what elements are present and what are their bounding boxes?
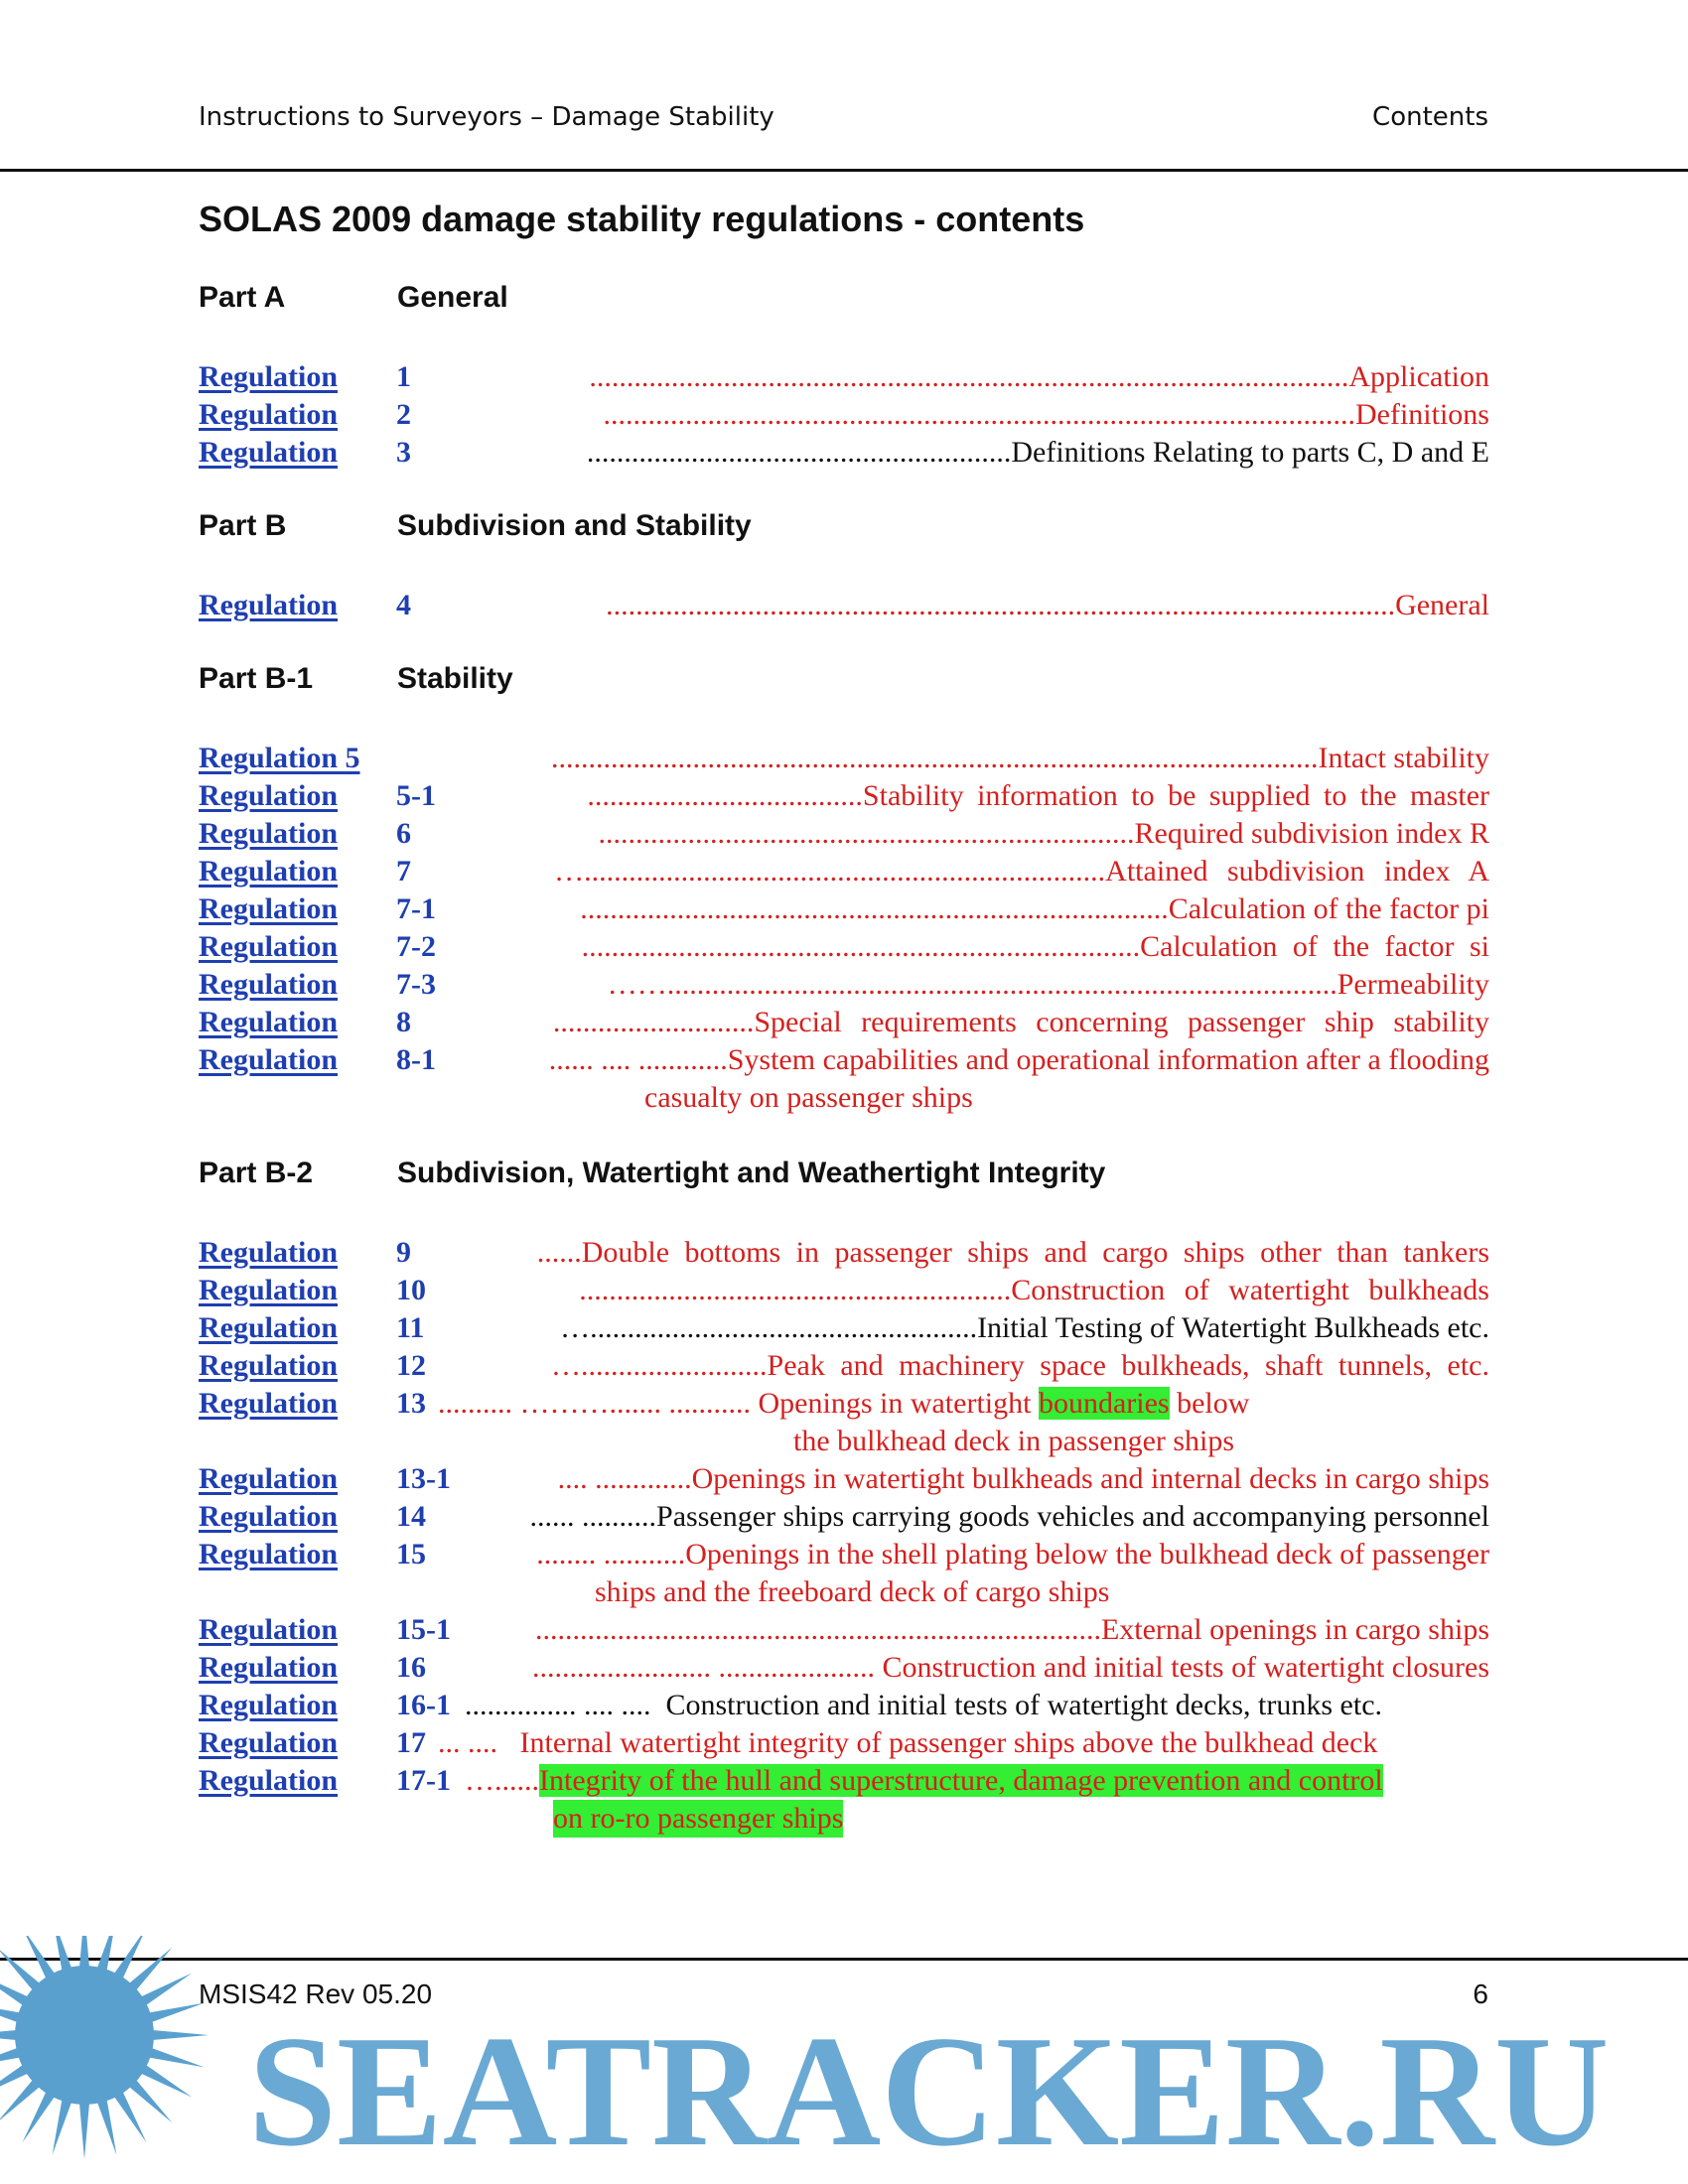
part-b-heading: [199, 509, 752, 543]
highlighted-word: boundaries: [1038, 1387, 1170, 1420]
footer-document-code: MSIS42 Rev 05.20: [199, 1979, 433, 2009]
sun-ray: [142, 2003, 205, 2025]
regulation-7-3-link[interactable]: Regulation 7-3: [199, 968, 436, 1001]
toc-row-regulation-15-1: [199, 1611, 1489, 1649]
toc-entry: .........................................................Definitions Relating to parts C, D and E: [586, 436, 1489, 469]
toc-row-regulation-17-1: [199, 1762, 1489, 1800]
toc-entry: .....................................................................................................Definitions: [603, 398, 1489, 431]
toc-row-regulation-15: [199, 1536, 1489, 1573]
toc-entry: ........................................................................Required subdivision index R: [598, 817, 1489, 850]
sun-ray: [95, 2093, 117, 2155]
running-header-section: Contents: [1372, 102, 1488, 132]
part-name: Subdivision and Stability: [397, 509, 752, 542]
toc-row-regulation-4: [199, 587, 1489, 624]
regulation-16-1-link[interactable]: Regulation 16-1: [199, 1689, 451, 1721]
sun-ray: [0, 2029, 23, 2040]
regulation-2-link[interactable]: Regulation 2: [199, 398, 411, 431]
toc-entry: ......Double bottoms in passenger ships and cargo ships other than tankers: [536, 1236, 1489, 1269]
regulation-13-link[interactable]: Regulation 13: [199, 1387, 426, 1420]
toc-row-regulation-3: [199, 434, 1489, 472]
regulation-17-1-link[interactable]: Regulation 17-1: [199, 1764, 451, 1797]
regulation-7-2-link[interactable]: Regulation 7-2: [199, 930, 436, 963]
toc-entry: ……..........................................................................................Permeability: [607, 968, 1489, 1001]
toc-entry-continuation: the bulkhead deck in passenger ships: [793, 1425, 1235, 1457]
toc-entry-continuation: ships and the freeboard deck of cargo ships: [595, 1575, 1110, 1608]
toc-row-regulation-2: [199, 396, 1489, 434]
toc-entry: ........ ...........Openings in the shell plating below the bulkhead deck of passenger: [536, 1538, 1489, 1570]
regulation-8-link[interactable]: Regulation 8: [199, 1006, 411, 1038]
toc-row-regulation-10: [199, 1272, 1489, 1309]
toc-row-regulation-6: [199, 815, 1489, 853]
sun-ray: [146, 2029, 209, 2040]
toc-entry: ........................ ..................... Construction and initial tests of watertight closures: [531, 1651, 1489, 1684]
regulation-5-1-link[interactable]: Regulation 5-1: [199, 779, 436, 812]
toc-entry: .....................................Stability information to be supplied to the master: [587, 779, 1489, 812]
regulation-4-link[interactable]: Regulation 4: [199, 589, 411, 621]
page-number: 6: [1473, 1979, 1488, 2009]
toc-entry: ...........................Special requirements concerning passenger ship stability: [552, 1006, 1489, 1038]
toc-row-regulation-11: [199, 1309, 1489, 1347]
regulation-3-link[interactable]: Regulation 3: [199, 436, 411, 469]
part-a-heading: [199, 281, 508, 315]
toc-entry: ..........................................................Construction of watertight bulkheads: [579, 1274, 1489, 1306]
regulation-15-link[interactable]: Regulation 15: [199, 1538, 426, 1570]
toc-row-regulation-7-3: [199, 966, 1489, 1004]
sun-ray: [53, 2093, 74, 2155]
part-name: Subdivision, Watertight and Weathertight Integrity: [397, 1157, 1106, 1189]
toc-row-regulation-16: [199, 1649, 1489, 1687]
part-label: Part B-2: [199, 1157, 314, 1189]
toc-row-regulation-8-1: [199, 1041, 1489, 1079]
watermark: [0, 1936, 1688, 2184]
toc-entry: ......................................................................................................Application: [589, 360, 1489, 393]
regulation-5-link[interactable]: Regulation 5: [199, 742, 360, 774]
toc-entry: …......................................................................Attained subdivision index A: [554, 855, 1489, 887]
sun-ray: [78, 1936, 89, 1974]
toc-row-regulation-8: [199, 1004, 1489, 1041]
toc-row-regulation-13-1: [199, 1460, 1489, 1498]
toc-entry: ...... ..........Passenger ships carrying goods vehicles and accompanying personnel: [529, 1500, 1489, 1533]
toc-row-regulation-14: [199, 1498, 1489, 1536]
toc-row-regulation-1: [199, 358, 1489, 396]
toc-entry: .......................................................................................................Intact stability: [551, 742, 1489, 774]
toc-entry: .... .............Openings in watertight bulkheads and internal decks in cargo ships: [557, 1462, 1489, 1495]
regulation-1-link[interactable]: Regulation 1: [199, 360, 411, 393]
sun-ray: [78, 2097, 89, 2159]
regulation-11-link[interactable]: Regulation 11: [199, 1311, 425, 1344]
toc-entry: ….........................Peak and machinery space bulkheads, shaft tunnels, etc.: [551, 1349, 1489, 1382]
part-b2-heading: [199, 1157, 1106, 1190]
sun-burst-icon: [0, 1936, 209, 2159]
regulation-8-1-link[interactable]: Regulation 8-1: [199, 1043, 436, 1076]
toc-entry: ............................................................................External openings in cargo ships: [534, 1613, 1489, 1646]
part-b1-heading: [199, 662, 513, 696]
toc-entry: .......... ………....... ........... Openings in watertight boundaries below: [438, 1387, 1250, 1420]
regulation-17-link[interactable]: Regulation 17: [199, 1726, 426, 1759]
toc-row-regulation-13: [199, 1385, 1489, 1423]
regulation-9-link[interactable]: Regulation 9: [199, 1236, 411, 1269]
toc-entry: …......Integrity of the hull and superstructure, damage prevention and control: [465, 1764, 1383, 1797]
header-rule: [0, 169, 1688, 172]
toc-row-regulation-5: [199, 740, 1489, 777]
toc-row-regulation-7-1: [199, 890, 1489, 928]
part-name: Stability: [397, 662, 513, 695]
watermark-text: SEATRACKER.RU: [248, 2002, 1610, 2179]
sun-ray: [142, 2046, 205, 2068]
regulation-16-link[interactable]: Regulation 16: [199, 1651, 426, 1684]
toc-row-regulation-7: [199, 853, 1489, 890]
toc-entry: ...... .... ............System capabilities and operational information after a flooding: [548, 1043, 1489, 1076]
regulation-7-link[interactable]: Regulation 7: [199, 855, 411, 887]
regulation-10-link[interactable]: Regulation 10: [199, 1274, 426, 1306]
toc-entry-continuation: casualty on passenger ships: [644, 1081, 973, 1114]
toc-entry: ..........................................................................................................General: [606, 589, 1489, 621]
toc-entry: ...............................................................................Calculation of the factor pi: [580, 892, 1489, 925]
part-label: Part A: [199, 281, 286, 314]
toc-entry: …....................................................Initial Testing of Watertight Bulkheads etc.: [560, 1311, 1489, 1344]
toc-entry: ............... .... .... Construction and initial tests of watertight decks, trunks etc.: [465, 1689, 1383, 1721]
part-label: Part B-1: [199, 662, 314, 695]
regulation-6-link[interactable]: Regulation 6: [199, 817, 411, 850]
regulation-7-1-link[interactable]: Regulation 7-1: [199, 892, 436, 925]
page-title: SOLAS 2009 damage stability regulations - contents: [199, 199, 1085, 239]
running-header-title: Instructions to Surveyors – Damage Stability: [199, 102, 774, 132]
toc-entry: ... .... Internal watertight integrity of passenger ships above the bulkhead deck: [438, 1726, 1378, 1759]
toc-entry: ...........................................................................Calculation of the factor si: [581, 930, 1489, 963]
sun-ray: [53, 1936, 74, 1978]
toc-row-regulation-12: [199, 1347, 1489, 1385]
toc-row-regulation-16-1: [199, 1687, 1489, 1724]
regulation-14-link[interactable]: Regulation 14: [199, 1500, 426, 1533]
regulation-12-link[interactable]: Regulation 12: [199, 1349, 426, 1382]
toc-row-regulation-5-1: [199, 777, 1489, 815]
sun-ray: [95, 1936, 117, 1978]
toc-row-regulation-7-2: [199, 928, 1489, 966]
toc-row-regulation-17: [199, 1724, 1489, 1762]
toc-entry-continuation: on ro-ro passenger ships: [553, 1800, 843, 1838]
toc-row-regulation-9: [199, 1234, 1489, 1272]
part-label: Part B: [199, 509, 287, 542]
regulation-13-1-link[interactable]: Regulation 13-1: [199, 1462, 451, 1495]
regulation-15-1-link[interactable]: Regulation 15-1: [199, 1613, 451, 1646]
part-name: General: [397, 281, 508, 314]
highlighted-text: Integrity of the hull and superstructure, damage prevention and control: [539, 1764, 1383, 1797]
